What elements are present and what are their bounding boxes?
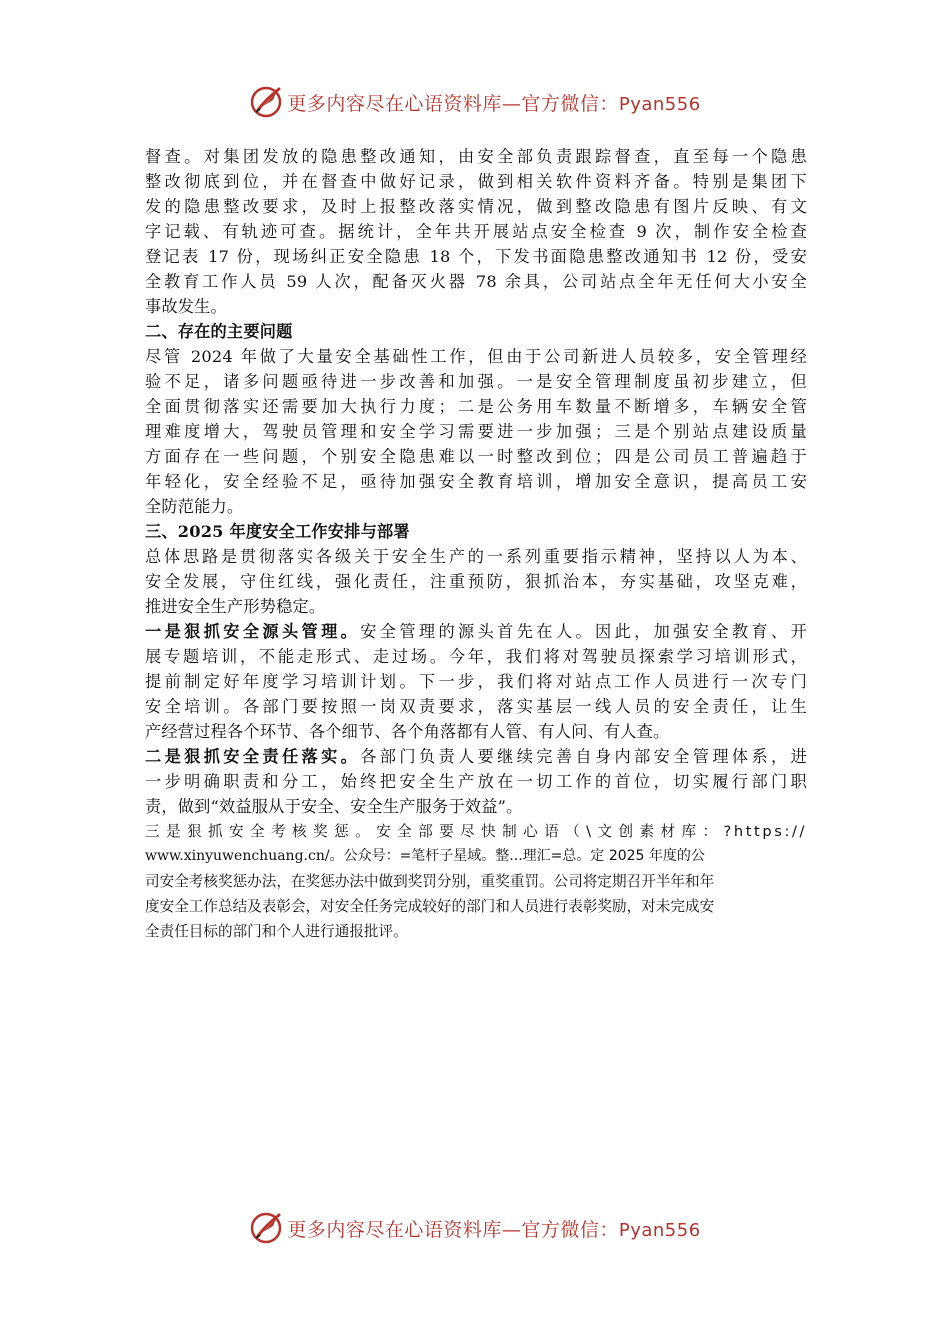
header-banner <box>0 82 950 122</box>
quill-pen-icon <box>249 1211 283 1245</box>
paragraph-line: 方面存在一些问题，个别安全隐患难以一时整改到位；四是公司员工普遍趋于 <box>145 447 807 466</box>
paragraph-line: 推进安全生产形势稳定。 <box>145 597 326 616</box>
paragraph-line: 发的隐患整改要求，及时上报整改落实情况，做到整改隐患有图片反映、有文 <box>145 197 807 216</box>
point2-paragraph <box>145 744 807 819</box>
paragraph-line: 年轻化，安全经验不足，亟待加强安全教育培训，增加安全意识，提高员工安 <box>145 472 807 491</box>
paragraph-line: 总体思路是贯彻落实各级关于安全生产的一系列重要指示精神，坚持以人为本、 <box>145 547 807 566</box>
paragraph-line: 提前制定好年度学习培训计划。下一步，我们将对站点工作人员进行一次专门 <box>145 672 807 691</box>
document-body <box>145 144 807 944</box>
paragraph-line: 尽管 2024 年做了大量安全基础性工作，但由于公司新进人员较多，安全管理经 <box>145 347 807 366</box>
wechat-id: Pyan556 <box>618 93 701 115</box>
paragraph-line: 一是狠抓安全源头管理。安全管理的源头首先在人。因此，加强安全教育、开 <box>145 622 807 641</box>
paragraph-line: 事故发生。 <box>145 297 227 316</box>
paragraph-line: www.xinyuwenchuang.cn/。公众号：=笔杆子星域。整...理汇=总。定 2025 年度的公 <box>145 848 705 864</box>
paragraph-line: 登记表 17 份，现场纠正安全隐患 18 个，下发书面隐患整改通知书 12 份，受安 <box>145 247 807 266</box>
banner-text: 更多内容尽在心语资料库—官方微信：Pyan556 <box>287 92 701 115</box>
footer-banner <box>0 1208 950 1248</box>
quill-pen-icon <box>249 85 283 119</box>
paragraph-line: 整改彻底到位，并在督查中做好记录，做到相关软件资料齐备。特别是集团下 <box>145 172 807 191</box>
banner-text: 更多内容尽在心语资料库—官方微信：Pyan556 <box>287 1218 701 1241</box>
paragraph-line: 二是狠抓安全责任落实。各部门负责人要继续完善自身内部安全管理体系，进 <box>145 747 807 766</box>
paragraph-line: 责，做到“效益服从于安全、安全生产服务于效益”。 <box>145 797 523 816</box>
paragraph-line: 全防范能力。 <box>145 497 244 516</box>
point-lead: 二是狠抓安全责任落实。 <box>145 747 361 766</box>
paragraph-line: 字记载、有轨迹可查。据统计，全年共开展站点安全检查 9 次，制作安全检查 <box>145 222 807 241</box>
paragraph-line: 全面贯彻落实还需要加大执行力度；二是公务用车数量不断增多，车辆安全管 <box>145 397 807 416</box>
section3-intro <box>145 544 807 619</box>
paragraph-line: 全责任目标的部门和个人进行通报批评。 <box>145 923 408 940</box>
paragraph-line: 司安全考核奖惩办法，在奖惩办法中做到奖罚分别，重奖重罚。公司将定期召开半年和年 <box>145 873 715 890</box>
section1-tail <box>145 144 807 319</box>
paragraph-line: 全教育工作人员 59 人次，配备灭火器 78 余具，公司站点全年无任何大小安全 <box>145 272 807 291</box>
paragraph-line: 三是狠抓安全考核奖惩。安全部要尽快制心语（\文创素材库：?https:// <box>145 823 807 840</box>
section-heading-problems: 二、存在的主要问题 <box>145 322 293 341</box>
paragraph-line: 产经营过程各个环节、各个细节、各个角落都有人管、有人问、有人查。 <box>145 722 670 741</box>
paragraph-line: 安全发展，守住红线，强化责任，注重预防，狠抓治本，夯实基础，攻坚克难， <box>145 572 807 591</box>
section-heading-2025-plan: 三、2025 年度安全工作安排与部署 <box>145 522 410 541</box>
website-url[interactable]: www.xinyuwenchuang.cn/ <box>145 848 330 864</box>
paragraph-line: 展专题培训，不能走形式、走过场。今年，我们将对驾驶员探索学习培训形式， <box>145 647 807 666</box>
paragraph-line: 安全培训。各部门要按照一岗双责要求，落实基层一线人员的安全责任，让生 <box>145 697 807 716</box>
point-lead: 一是狠抓安全源头管理。 <box>145 622 361 641</box>
wechat-id: Pyan556 <box>618 1219 701 1241</box>
point1-paragraph <box>145 619 807 744</box>
paragraph-line: 督查。对集团发放的隐患整改通知，由安全部负责跟踪督查，直至每一个隐患 <box>145 147 807 166</box>
paragraph-line: 验不足，诸多问题亟待进一步改善和加强。一是安全管理制度虽初步建立，但 <box>145 372 807 391</box>
paragraph-line: 一步明确职责和分工，始终把安全生产放在一切工作的首位，切实履行部门职 <box>145 772 807 791</box>
point3-paragraph <box>145 819 807 944</box>
paragraph-line: 度安全工作总结及表彰会，对安全任务完成较好的部门和人员进行表彰奖励，对未完成安 <box>145 898 715 915</box>
section2-paragraph <box>145 344 807 519</box>
paragraph-line: 理难度增大，驾驶员管理和安全学习需要进一步加强；三是个别站点建设质量 <box>145 422 807 441</box>
